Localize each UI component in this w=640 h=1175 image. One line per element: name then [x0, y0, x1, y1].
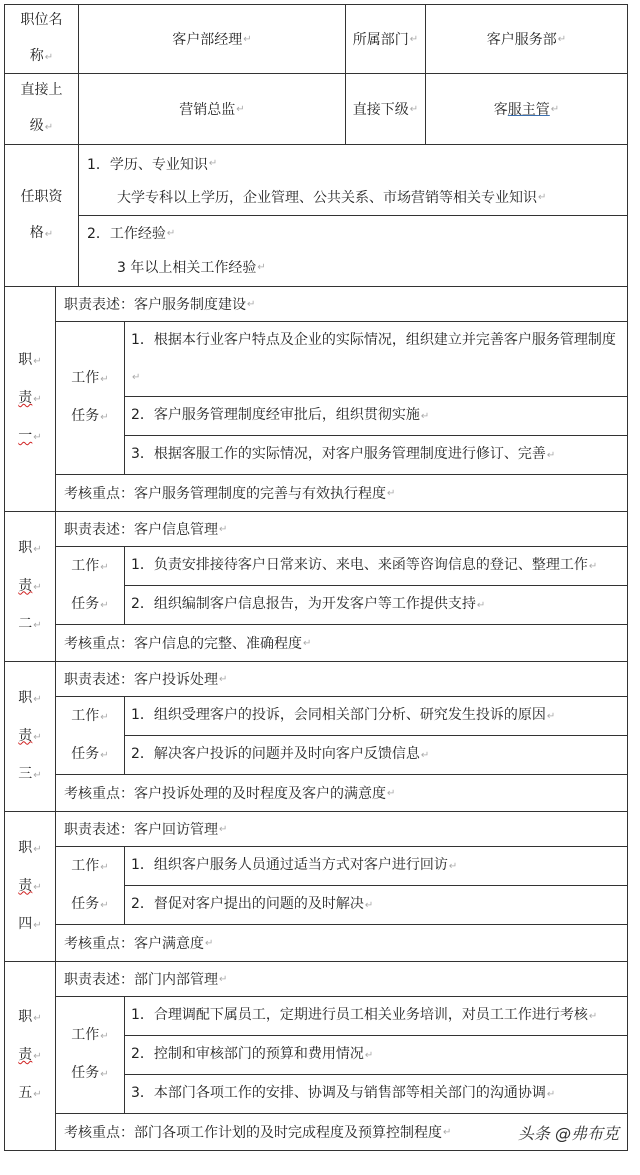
paragraph-mark-icon: ↵	[33, 394, 42, 405]
paragraph-mark-icon: ↵	[100, 561, 109, 573]
paragraph-mark-icon: ↵	[219, 973, 228, 985]
paragraph-mark-icon: ↵	[100, 1031, 109, 1042]
paragraph-mark-icon: ↵	[588, 561, 598, 572]
paragraph-mark-icon: ↵	[364, 1050, 374, 1061]
duty-label-char2: 责	[18, 727, 33, 744]
paragraph-mark-icon: ↵	[100, 374, 109, 385]
qualifications-row	[4, 145, 628, 287]
paragraph-mark-icon: ↵	[33, 1089, 42, 1100]
duty-focus-prefix: 考核重点：	[64, 1125, 134, 1141]
paragraph-mark-icon: ↵	[550, 103, 560, 115]
duty-label-cell	[5, 512, 56, 661]
duty-description: 客户投诉处理	[134, 672, 218, 688]
duty-section	[4, 287, 628, 512]
duty-tasks-row	[56, 547, 627, 625]
task-text: 2．控制和审核部门的预算和费用情况	[131, 1046, 364, 1062]
duty-description-prefix: 职责表述：	[64, 297, 134, 313]
paragraph-mark-icon: ↵	[132, 372, 141, 383]
subordinate-value-prefix: 客	[493, 102, 508, 118]
position-name-value-cell	[79, 5, 346, 73]
department-label-cell	[346, 5, 426, 73]
qualification-title: 1．学历、专业知识	[87, 156, 208, 173]
duty-ordinal: 五	[18, 1085, 33, 1101]
duty-section	[4, 662, 628, 812]
task-list	[125, 847, 627, 924]
subordinate-value-cell	[426, 74, 627, 144]
paragraph-mark-icon: ↵	[33, 881, 42, 893]
paragraph-mark-icon: ↵	[448, 861, 458, 872]
task-text: 2．督促对客户提出的问题的及时解决	[131, 896, 364, 912]
paragraph-mark-icon: ↵	[364, 900, 374, 911]
paragraph-mark-icon: ↵	[546, 711, 556, 722]
task-text: 1．组织受理客户的投诉，会同相关部门分析、研究发生投诉的原因	[131, 707, 546, 723]
paragraph-mark-icon: ↵	[33, 432, 42, 443]
department-label: 所属部门	[352, 32, 409, 48]
paragraph-mark-icon: ↵	[33, 619, 42, 631]
paragraph-mark-icon: ↵	[476, 600, 486, 611]
paragraph-mark-icon: ↵	[33, 731, 42, 743]
task-item	[125, 436, 627, 474]
duty-section	[4, 962, 628, 1151]
duty-focus: 客户服务管理制度的完善与有效执行程度	[134, 486, 386, 502]
duty-ordinal: 二	[18, 615, 33, 632]
paragraph-mark-icon: ↵	[100, 711, 109, 723]
qualifications-label-line2: 格	[29, 224, 44, 241]
task-item	[125, 997, 627, 1036]
reporting-row	[4, 74, 628, 145]
duty-description-row	[56, 962, 627, 997]
duty-description: 客户回访管理	[134, 822, 218, 838]
duty-label-char2: 责	[18, 577, 33, 594]
subordinate-label-cell	[346, 74, 426, 144]
tasks-label-line1: 工作	[71, 557, 100, 574]
duty-focus: 客户投诉处理的及时程度及客户的满意度	[134, 786, 386, 802]
task-text: 1．合理调配下属员工，定期进行员工相关业务培训，对员工工作进行考核	[131, 1007, 588, 1023]
task-text: 2．解决客户投诉的问题并及时向客户反馈信息	[131, 746, 420, 762]
paragraph-mark-icon: ↵	[44, 122, 54, 133]
paragraph-mark-icon: ↵	[243, 33, 252, 45]
duty-label-char2: 责	[18, 877, 33, 894]
duty-description-row	[56, 287, 627, 322]
tasks-label-line2: 任务	[71, 895, 100, 912]
job-description-table	[4, 4, 628, 1151]
duty-description-prefix: 职责表述：	[64, 822, 134, 838]
paragraph-mark-icon: ↵	[166, 227, 176, 239]
duty-description-prefix: 职责表述：	[64, 522, 134, 538]
paragraph-mark-icon: ↵	[100, 412, 109, 423]
duty-focus: 客户满意度	[134, 936, 204, 952]
tasks-label-cell	[56, 547, 125, 624]
task-item	[125, 1075, 627, 1113]
qualifications-label-line1: 任职资	[20, 188, 63, 205]
duty-ordinal: 四	[18, 915, 33, 932]
paragraph-mark-icon: ↵	[100, 599, 109, 611]
paragraph-mark-icon: ↵	[303, 637, 312, 649]
tasks-label-line2: 任务	[71, 745, 100, 762]
duty-focus: 部门各项工作计划的及时完成程度及预算控制程度	[134, 1125, 442, 1141]
tasks-label-cell	[56, 847, 125, 924]
duty-focus-row	[56, 475, 627, 511]
duty-tasks-row	[56, 322, 627, 475]
paragraph-mark-icon: ↵	[100, 1069, 109, 1080]
qualification-detail: 3 年以上相关工作经验	[117, 260, 257, 276]
paragraph-mark-icon: ↵	[387, 787, 396, 799]
task-item	[125, 397, 627, 436]
tasks-label-line1: 工作	[71, 707, 100, 724]
duty-ordinal: 三	[18, 765, 33, 782]
department-value: 客户服务部	[486, 32, 557, 48]
paragraph-mark-icon: ↵	[44, 52, 54, 63]
task-list	[125, 547, 627, 624]
task-item	[125, 586, 627, 624]
duty-label-char1: 职	[18, 1009, 33, 1025]
superior-label-cell	[5, 74, 79, 144]
task-list	[125, 997, 627, 1113]
paragraph-mark-icon: ↵	[33, 1013, 42, 1024]
task-list	[125, 322, 627, 474]
paragraph-mark-icon: ↵	[44, 228, 54, 240]
task-item	[125, 697, 627, 736]
paragraph-mark-icon: ↵	[33, 769, 42, 781]
duty-description-row	[56, 512, 627, 547]
position-row	[4, 4, 628, 74]
paragraph-mark-icon: ↵	[409, 103, 419, 115]
tasks-label-line1: 工作	[71, 857, 100, 874]
paragraph-mark-icon: ↵	[33, 543, 42, 555]
superior-value: 营销总监	[179, 102, 236, 118]
department-value-cell	[426, 5, 627, 73]
tasks-label-cell	[56, 997, 125, 1113]
duty-focus-row	[56, 775, 627, 811]
duty-label-cell	[5, 962, 56, 1150]
subordinate-label: 直接下级	[352, 102, 409, 118]
paragraph-mark-icon: ↵	[219, 823, 228, 835]
duties-list	[4, 287, 628, 1151]
duty-focus-prefix: 考核重点：	[64, 936, 134, 952]
paragraph-mark-icon: ↵	[247, 298, 256, 310]
paragraph-mark-icon: ↵	[33, 1051, 42, 1062]
duty-label-char1: 职	[18, 839, 33, 856]
paragraph-mark-icon: ↵	[100, 749, 109, 761]
duty-focus-prefix: 考核重点：	[64, 786, 134, 802]
duty-description: 客户信息管理	[134, 522, 218, 538]
subordinate-value-underlined: 服主管	[507, 102, 550, 118]
duty-focus-row	[56, 625, 627, 661]
duty-label-cell	[5, 812, 56, 961]
tasks-label-cell	[56, 322, 125, 474]
duty-tasks-row	[56, 697, 627, 775]
duty-label-char2: 责	[18, 390, 33, 406]
duty-description: 客户服务制度建设	[134, 297, 246, 313]
task-text: 3．本部门各项工作的安排、协调及与销售部等相关部门的沟通协调	[131, 1085, 546, 1101]
duty-focus-row	[56, 1114, 627, 1150]
paragraph-mark-icon: ↵	[236, 103, 245, 115]
task-text: 1．负责安排接待客户日常来访、来电、来函等咨询信息的登记、整理工作	[131, 557, 588, 573]
tasks-label-cell	[56, 697, 125, 774]
qualification-item	[79, 216, 627, 286]
paragraph-mark-icon: ↵	[420, 750, 430, 761]
duty-section	[4, 812, 628, 962]
duty-label-cell	[5, 662, 56, 811]
duty-description: 部门内部管理	[134, 972, 218, 988]
superior-label-line2: 级	[29, 118, 44, 134]
qualification-detail: 大学专科以上学历，企业管理、公共关系、市场营销等相关专业知识	[117, 190, 537, 206]
tasks-label-line1: 工作	[71, 370, 100, 386]
duty-label-cell	[5, 287, 56, 511]
paragraph-mark-icon: ↵	[409, 33, 419, 45]
watermark: 头条 @弗布克	[517, 1124, 619, 1143]
task-text: 3．根据客服工作的实际情况，对客户服务管理制度进行修订、完善	[131, 446, 546, 462]
paragraph-mark-icon: ↵	[33, 843, 42, 855]
task-item	[125, 322, 627, 397]
duty-tasks-row	[56, 847, 627, 925]
task-text: 2．组织编制客户信息报告，为开发客户等工作提供支持	[131, 596, 476, 612]
paragraph-mark-icon: ↵	[387, 487, 396, 499]
task-item	[125, 847, 627, 886]
position-name-label-line1: 职位名	[20, 12, 63, 28]
duty-description-row	[56, 662, 627, 697]
duty-section	[4, 512, 628, 662]
qualifications-label-cell	[5, 145, 79, 286]
paragraph-mark-icon: ↵	[219, 673, 228, 685]
duty-description-prefix: 职责表述：	[64, 672, 134, 688]
duty-ordinal: 一	[18, 428, 33, 444]
task-item	[125, 547, 627, 586]
tasks-label-line1: 工作	[71, 1027, 100, 1043]
paragraph-mark-icon: ↵	[219, 523, 228, 535]
duty-focus-row	[56, 925, 627, 961]
paragraph-mark-icon: ↵	[257, 261, 266, 273]
position-name-label-cell	[5, 5, 79, 73]
task-text: 1．组织客户服务人员通过适当方式对客户进行回访	[131, 857, 448, 873]
duty-focus-prefix: 考核重点：	[64, 636, 134, 652]
paragraph-mark-icon: ↵	[420, 411, 430, 422]
paragraph-mark-icon: ↵	[33, 919, 42, 931]
paragraph-mark-icon: ↵	[33, 581, 42, 593]
paragraph-mark-icon: ↵	[100, 861, 109, 873]
duty-label-char1: 职	[18, 539, 33, 556]
paragraph-mark-icon: ↵	[33, 693, 42, 705]
tasks-label-line2: 任务	[71, 595, 100, 612]
paragraph-mark-icon: ↵	[546, 1089, 556, 1100]
duty-label-char1: 职	[18, 352, 33, 368]
duty-label-char1: 职	[18, 689, 33, 706]
duty-tasks-row	[56, 997, 627, 1114]
paragraph-mark-icon: ↵	[33, 356, 42, 367]
tasks-label-line2: 任务	[71, 1065, 100, 1081]
duty-focus-prefix: 考核重点：	[64, 486, 134, 502]
superior-label-line1: 直接上	[20, 82, 63, 98]
paragraph-mark-icon: ↵	[538, 191, 547, 203]
paragraph-mark-icon: ↵	[100, 899, 109, 911]
qualification-title: 2．工作经验	[87, 226, 166, 242]
duty-label-char2: 责	[18, 1047, 33, 1063]
paragraph-mark-icon: ↵	[208, 158, 218, 169]
paragraph-mark-icon: ↵	[205, 937, 214, 949]
task-text: 1．根据本行业客户特点及企业的实际情况，组织建立并完善客户服务管理制度	[131, 332, 616, 348]
paragraph-mark-icon: ↵	[557, 33, 567, 45]
paragraph-mark-icon: ↵	[546, 450, 556, 461]
duty-description-row	[56, 812, 627, 847]
paragraph-mark-icon: ↵	[588, 1011, 598, 1022]
paragraph-mark-icon: ↵	[443, 1126, 452, 1138]
task-text: 2．客户服务管理制度经审批后，组织贯彻实施	[131, 407, 420, 423]
task-item	[125, 736, 627, 774]
duty-focus: 客户信息的完整、准确程度	[134, 636, 302, 652]
position-name-value: 客户部经理	[172, 32, 243, 48]
task-list	[125, 697, 627, 774]
tasks-label-line2: 任务	[71, 408, 100, 424]
position-name-label-line2: 称	[29, 48, 44, 64]
qualification-item	[79, 145, 627, 216]
superior-value-cell	[79, 74, 346, 144]
duty-description-prefix: 职责表述：	[64, 972, 134, 988]
task-item	[125, 886, 627, 924]
task-item	[125, 1036, 627, 1075]
